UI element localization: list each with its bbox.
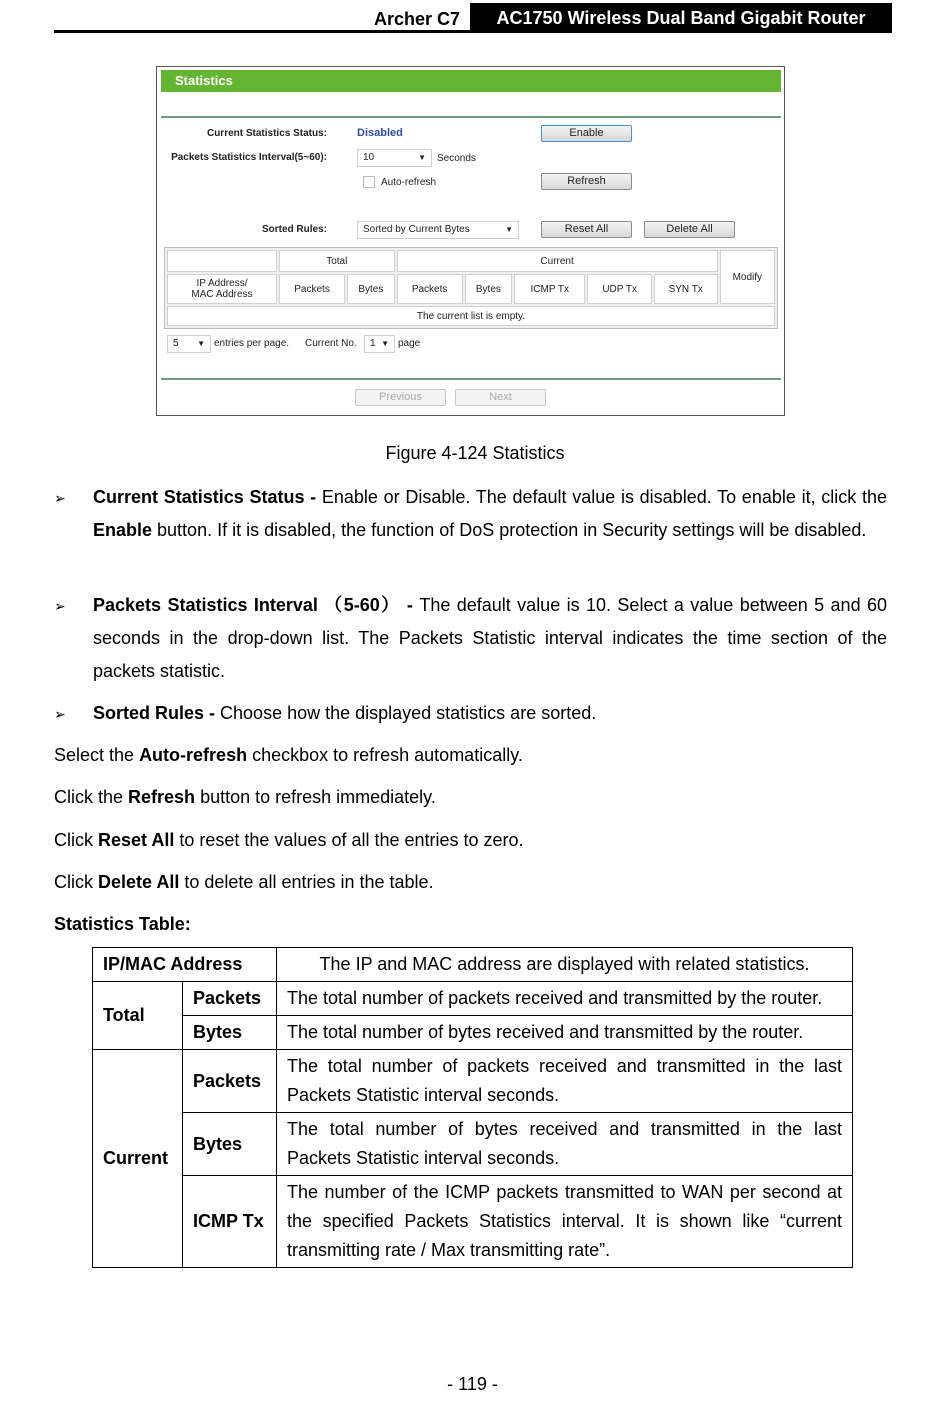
term: Refresh (128, 787, 196, 807)
bullet-icon: ➢ (54, 598, 66, 614)
header-current: Current (397, 250, 718, 272)
term: Packets Statistics Interval （5-60） - (93, 595, 413, 615)
table-row (93, 1113, 853, 1176)
header-blank (167, 250, 277, 272)
interval-unit: Seconds (437, 153, 476, 164)
text: button to refresh immediately. (195, 787, 436, 807)
header-modify: Modify (720, 250, 775, 304)
header-current-bytes: Bytes (465, 274, 513, 304)
header-product: AC1750 Wireless Dual Band Gigabit Router (470, 3, 892, 30)
header-syn-tx: SYN Tx (654, 274, 718, 304)
figure-caption: Figure 4-124 Statistics (385, 443, 565, 463)
term: Delete All (98, 872, 180, 892)
row-key: Packets (183, 982, 277, 1016)
sorted-rules-label: Sorted Rules: (261, 224, 327, 235)
term: Current Statistics Status - (93, 487, 317, 507)
group-current: Current (93, 1050, 183, 1268)
text: button. If it is disabled, the function of DoS protection in Security settings will be disabled. (152, 520, 867, 540)
row-desc: The number of the ICMP packets transmitted to WAN per second at the specified Packets Statistics interval. It is shown like “current transmitting rate / Max transmitting rate”. (277, 1176, 853, 1268)
refresh-button[interactable]: Refresh (541, 173, 632, 190)
delete-all-button[interactable]: Delete All (644, 221, 735, 238)
refresh-note (54, 787, 436, 808)
reset-all-note (54, 830, 524, 851)
bullet-icon: ➢ (54, 490, 66, 506)
text: Choose how the displayed statistics are sorted. (215, 703, 597, 723)
page-number: - 119 - (447, 1374, 498, 1394)
text: checkbox to refresh automatically. (247, 745, 523, 765)
row-desc: The IP and MAC address are displayed with related statistics. (277, 948, 853, 982)
auto-refresh-note (54, 745, 523, 766)
interval-select[interactable] (357, 149, 432, 167)
current-page-select[interactable] (364, 335, 395, 353)
bullet-icon: ➢ (54, 706, 66, 722)
row-key: Bytes (183, 1113, 277, 1176)
text: Select the (54, 745, 140, 765)
statistics-table-heading: Statistics Table: (54, 914, 191, 934)
delete-all-note (54, 872, 434, 893)
text: Click (54, 872, 98, 892)
entries-per-page-select[interactable] (167, 335, 211, 353)
status-value: Disabled (357, 127, 403, 139)
row-key: Packets (183, 1050, 277, 1113)
header-total-bytes: Bytes (347, 274, 395, 304)
row-desc: The total number of packets received and transmitted in the last Packets Statistic interval seconds. (277, 1050, 853, 1113)
next-button[interactable]: Next (455, 389, 546, 406)
chevron-down-icon: ▼ (197, 339, 205, 348)
header-total-packets: Packets (279, 274, 345, 304)
bullet-packets-statistics-interval (93, 589, 887, 688)
previous-button[interactable]: Previous (355, 389, 446, 406)
table-row (93, 1050, 853, 1113)
text: to reset the values of all the entries to zero. (174, 830, 524, 850)
row-key: Bytes (183, 1016, 277, 1050)
header-current-packets: Packets (397, 274, 463, 304)
row-desc: The total number of packets received and transmitted by the router. (277, 982, 853, 1016)
term: Enable (93, 520, 153, 540)
table-row (93, 1016, 853, 1050)
sorted-rules-value: Sorted by Current Bytes (363, 224, 470, 235)
statistics-screenshot (156, 66, 785, 416)
text: Click (54, 830, 98, 850)
divider (161, 378, 781, 380)
chevron-down-icon: ▼ (381, 339, 389, 348)
entries-per-page-value: 5 (173, 338, 179, 349)
auto-refresh-checkbox[interactable] (363, 176, 375, 188)
entries-per-page-label: entries per page. (214, 338, 290, 349)
text: The default value is 10. Select a value between 5 and 60 seconds in the drop-down list. The Packets Statistic interval indicates the time section of the packets statistic. (93, 595, 888, 681)
row-key: IP/MAC Address (93, 948, 277, 982)
bullet-current-statistics-status (93, 481, 887, 547)
interval-value: 10 (363, 152, 375, 163)
header-mac: MAC Address (191, 289, 253, 300)
reset-all-button[interactable]: Reset All (541, 221, 632, 238)
term: Sorted Rules - (93, 703, 216, 723)
auto-refresh-label: Auto-refresh (381, 177, 437, 188)
table-row (93, 982, 853, 1016)
empty-list-message: The current list is empty. (167, 306, 775, 326)
statistics-title-bar: Statistics (161, 70, 781, 92)
header-ip: IP Address/ (196, 278, 248, 289)
statistics-description-table (92, 947, 853, 1268)
divider (161, 116, 781, 118)
row-desc: The total number of bytes received and transmitted in the last Packets Statistic interval seconds. (277, 1113, 853, 1176)
text: Click the (54, 787, 129, 807)
sorted-rules-select[interactable] (357, 221, 519, 239)
header-udp-tx: UDP Tx (587, 274, 651, 304)
text: to delete all entries in the table. (179, 872, 434, 892)
current-page-value: 1 (370, 338, 376, 349)
table-row (93, 1176, 853, 1268)
text: Enable or Disable. The default value is disabled. To enable it, click the (316, 487, 887, 507)
header-icmp-tx: ICMP Tx (514, 274, 585, 304)
page-label: page (398, 338, 421, 349)
group-total: Total (93, 982, 183, 1050)
header-ip-mac (167, 274, 277, 304)
header-total: Total (279, 250, 395, 272)
enable-button[interactable]: Enable (541, 125, 632, 142)
chevron-down-icon: ▼ (505, 225, 513, 234)
row-desc: The total number of bytes received and transmitted by the router. (277, 1016, 853, 1050)
header-model: Archer C7 (373, 9, 460, 29)
table-row (93, 948, 853, 982)
bullet-sorted-rules (93, 697, 887, 730)
current-no-label: Current No. (305, 338, 357, 349)
statistics-list-table (164, 247, 778, 329)
term: Auto-refresh (139, 745, 248, 765)
status-label: Current Statistics Status: (206, 128, 327, 139)
page-header (54, 3, 892, 33)
row-key: ICMP Tx (183, 1176, 277, 1268)
interval-label: Packets Statistics Interval(5~60): (171, 152, 327, 163)
term: Reset All (98, 830, 175, 850)
chevron-down-icon: ▼ (418, 153, 426, 162)
